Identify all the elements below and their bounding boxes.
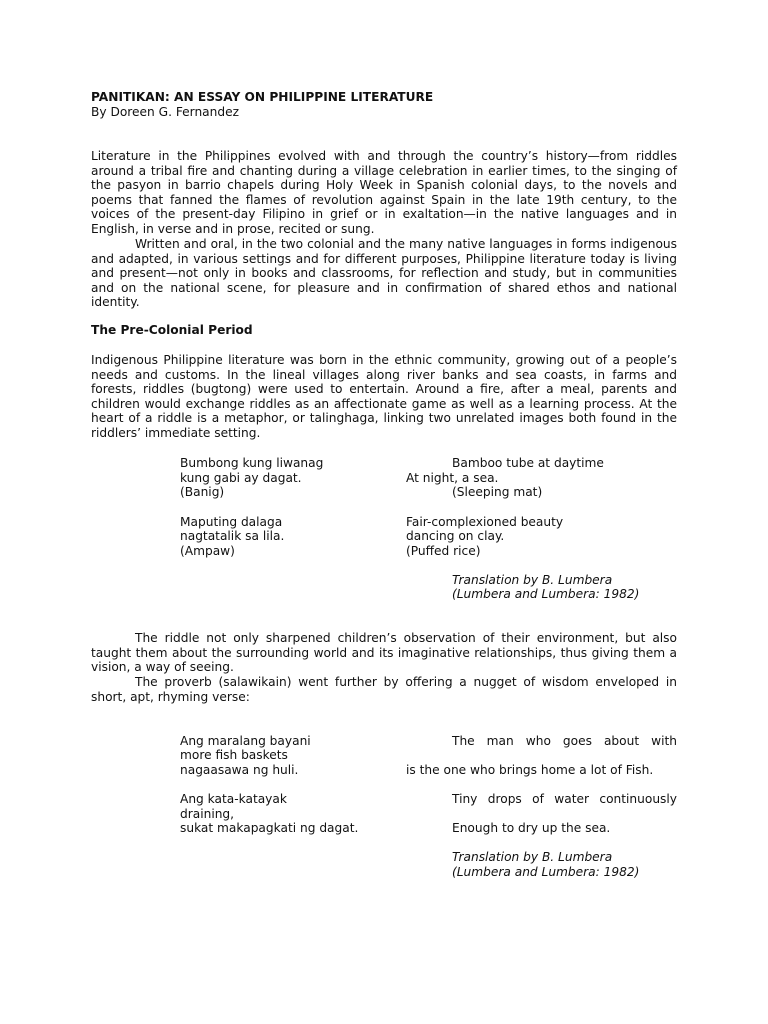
precolonial-paragraph: Indigenous Philippine literature was born in the ethnic community, growing out of a people’s needs and customs. In the lineal villages along river banks and sea coasts, in farms and forests, riddles (bugtong) were used to entertain. Around a fire, after a meal, parents and children would exchange riddles as an affectionate game as well as a learning process. At the heart of a riddle is a metaphor, or talinghaga, linking two unrelated images both found in the riddlers’ immediate setting. (91, 353, 677, 440)
proverb-translation-source: (Lumbera and Lumbera: 1982) (452, 865, 640, 879)
proverb-1-translation-1: The man who goes about with (452, 734, 677, 748)
riddle-2-line-3: (Ampaw) (180, 544, 235, 558)
riddle-1-line-3: (Banig) (180, 485, 225, 499)
proverb-intro-paragraph: The proverb (salawikain) went further by offering a nugget of wisdom enveloped in short, apt, rhyming verse: (91, 675, 677, 704)
riddle-translation-source: (Lumbera and Lumbera: 1982) (452, 587, 640, 601)
section-heading-precolonial: The Pre-Colonial Period (91, 323, 253, 337)
proverb-1-translation-2: is the one who brings home a lot of Fish. (406, 763, 654, 777)
proverb-2-translation-1: Tiny drops of water continuously (452, 792, 677, 806)
riddle-1-translation-3: (Sleeping mat) (452, 485, 543, 499)
proverb-1-line-2: more fish baskets (180, 748, 288, 762)
riddle-2-translation-2: dancing on clay. (406, 529, 505, 543)
riddle-1-translation-1: Bamboo tube at daytime (452, 456, 604, 470)
author-byline: By Doreen G. Fernandez (91, 105, 240, 119)
riddle-commentary-paragraph: The riddle not only sharpened children’s observation of their environment, but also taught them about the surrounding world and its imaginative relationships, thus giving them a vision, a way of seeing. (91, 631, 677, 675)
proverb-2-translation-2: Enough to dry up the sea. (452, 821, 611, 835)
intro-paragraph-2: Written and oral, in the two colonial and the many native languages in forms indigenous and adapted, in various settings and for different purposes, Philippine literature today is living and present—not only in books and classrooms, for reflection and study, but in communities and on the national scene, for pleasure and in confirmation of shared ethos and national identity. (91, 237, 677, 310)
proverb-1-line-3: nagaasawa ng huli. (180, 763, 299, 777)
document-title: PANITIKAN: AN ESSAY ON PHILIPPINE LITERATURE (91, 90, 434, 104)
riddle-1-line-2: kung gabi ay dagat. (180, 471, 302, 485)
proverb-1-line-1: Ang maralang bayani (180, 734, 311, 748)
riddle-translation-credit: Translation by B. Lumbera (452, 573, 613, 587)
proverb-translation-credit: Translation by B. Lumbera (452, 850, 613, 864)
proverb-2-line-1: Ang kata-katayak (180, 792, 287, 806)
riddle-2-line-1: Maputing dalaga (180, 515, 283, 529)
intro-paragraph-1: Literature in the Philippines evolved with and through the country’s history—from riddles around a tribal fire and chanting during a village celebration in earlier times, to the singing of the pasyon in barrio chapels during Holy Week in Spanish colonial days, to the novels and poems that fanned the flames of revolution against Spain in the late 19th century, to the voices of the present-day Filipino in grief or in exaltation—in the native languages and in English, in verse and in prose, recited or sung. (91, 149, 677, 236)
riddle-1-line-1: Bumbong kung liwanag (180, 456, 324, 470)
proverb-2-line-3: sukat makapagkati ng dagat. (180, 821, 359, 835)
riddle-1-translation-2: At night, a sea. (406, 471, 499, 485)
riddle-2-translation-1: Fair-complexioned beauty (406, 515, 564, 529)
riddle-2-line-2: nagtatalik sa lila. (180, 529, 285, 543)
riddle-2-translation-3: (Puffed rice) (406, 544, 481, 558)
proverb-2-line-2: draining, (180, 807, 235, 821)
